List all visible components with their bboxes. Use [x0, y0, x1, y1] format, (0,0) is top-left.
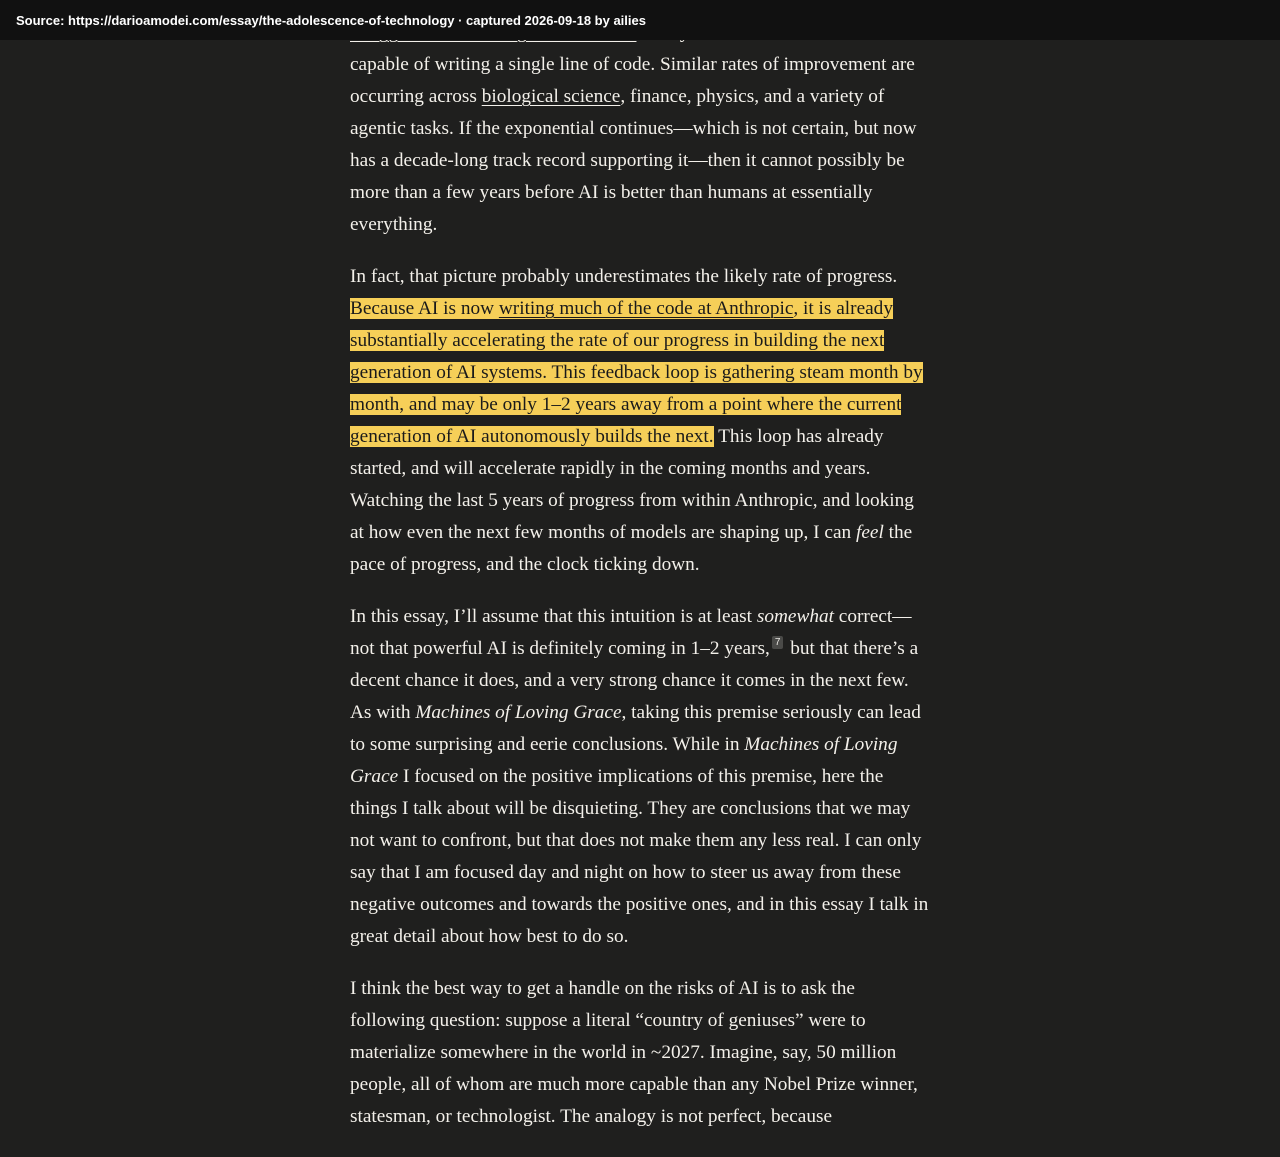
source-caption-bar — [0, 0, 1280, 40]
highlighted-passage — [350, 298, 923, 447]
essay-body — [350, 17, 932, 1153]
paragraph-text: In this essay, I’ll assume that this intuition is at least — [350, 606, 757, 627]
paragraph-intuition — [350, 601, 932, 953]
paragraph-text: the pace of progress, and the clock ticking down. — [350, 522, 913, 575]
paragraph-text: but that there’s a decent chance it does, and a very strong chance it comes in the next few. As with — [350, 638, 919, 723]
paragraph-text: correct—not that powerful AI is definitely coming in 1–2 years, — [350, 606, 912, 659]
link-biological-science[interactable]: biological science — [481, 86, 621, 107]
paragraph-text: , taking this premise seriously can lead to some surprising and eerie conclusions. While in — [350, 702, 921, 755]
paragraph-country-of-geniuses — [350, 973, 932, 1133]
paragraph-feedback-loop — [350, 261, 932, 581]
paragraph-text: I focused on the positive implications of this premise, here the things I talk about will be disquieting. They are conclusions that we may not want to confront, but that does not make them any less real. I can only say that I am focused day and night on how to steer us away from these negative outcomes and towards the positive ones, and in this essay I talk in great detail about how best to do so. — [350, 766, 929, 947]
emphasis-feel: feel — [856, 522, 884, 543]
paragraph-text: This loop has already started, and will accelerate rapidly in the coming months and years. Watching the last 5 years of progress from within Anthropic, and looking at how even the next few months of models are shaping up, I can — [350, 426, 914, 543]
highlight-text: Because AI is now — [350, 298, 499, 319]
paragraph-text: I think the best way to get a handle on the risks of AI is to ask the following question: suppose a literal “country of geniuses” were to materialize somewhere in the world in ~2027. Imagine, say, 50 million people, all of whom are much more capable than any Nobel Prize winner, statesman, or technologist. The analogy is not perfect, because — [350, 978, 918, 1127]
footnote-marker[interactable]: 7 — [772, 636, 784, 649]
book-title: Machines of Loving Grace — [415, 702, 622, 723]
paragraph-text: In fact, that picture probably underestimates the likely rate of progress. — [350, 266, 898, 287]
book-title: Machines of Loving Grace — [350, 734, 898, 787]
source-caption-text: Source: https://darioamodei.com/essay/the-adolescence-of-technology · captured 2026-09-18 by ailies — [16, 13, 646, 28]
paragraph-text: capable of writing a single line of code. Similar rates of improvement are occurring across — [350, 54, 915, 107]
paragraph-text: , finance, physics, and a variety of agentic tasks. If the exponential continues—which is not certain, but now has a decade-long track record supporting it—then it cannot possibly be more than a few years before AI is better than humans at essentially everything. — [350, 86, 917, 235]
highlight-text: , it is already substantially accelerating the rate of our progress in building the next generation of AI systems. This feedback loop is gathering steam month by month, and may be only 1–2 years away from a point where the current generation of AI autonomously builds the next. — [350, 298, 923, 447]
link-code-at-anthropic[interactable]: writing much of the code at Anthropic — [498, 298, 794, 319]
emphasis-somewhat: somewhat — [756, 606, 834, 627]
paragraph-exponential — [350, 17, 932, 241]
